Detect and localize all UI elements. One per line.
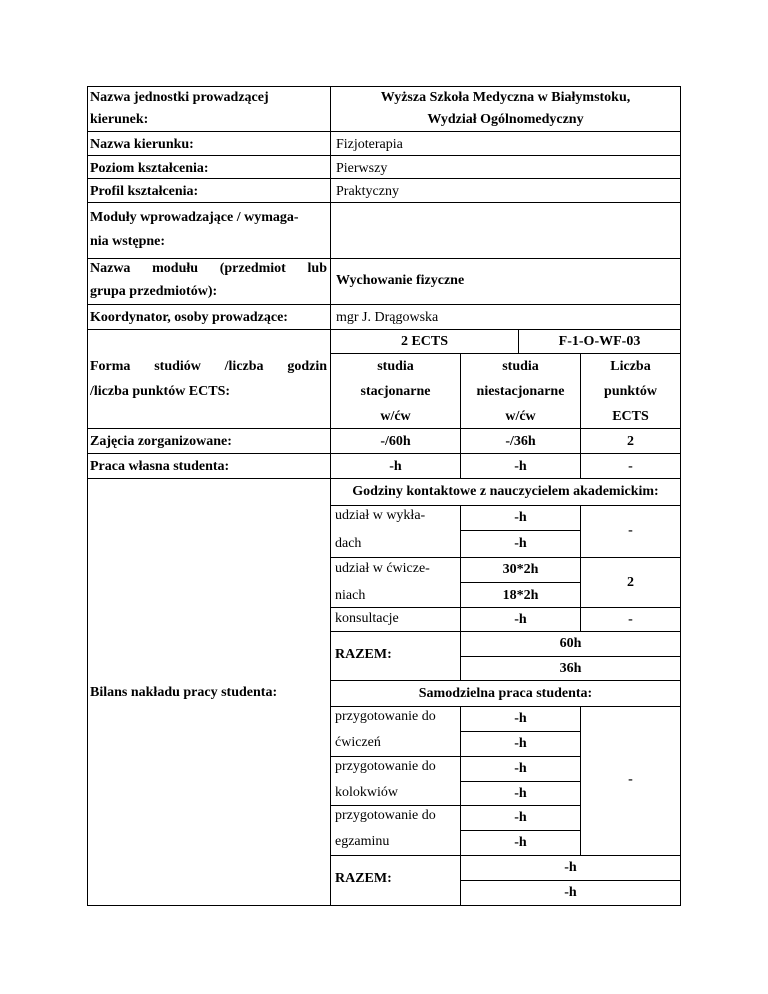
row-divider: [330, 557, 681, 558]
organized-classes-fulltime: -/60h: [380, 434, 411, 449]
row-divider: [460, 582, 580, 583]
unit-label-line2: kierunek:: [90, 112, 149, 127]
row-divider: [460, 781, 580, 782]
prep-exercises-fulltime: -h: [514, 711, 527, 726]
self-study-ects: -: [628, 772, 633, 787]
prep-tests-parttime: -h: [514, 786, 527, 801]
organized-classes-parttime: -/36h: [505, 434, 536, 449]
row-divider: [87, 453, 681, 454]
prep-tests-label-line2: kolokwiów: [335, 785, 398, 800]
row-divider: [87, 428, 681, 429]
self-study-header: Samodzielna praca studenta:: [418, 686, 593, 701]
prep-exercises-label-line1: przygotowanie do: [335, 709, 436, 724]
prep-tests-fulltime: -h: [514, 761, 527, 776]
contact-total-label: RAZEM:: [335, 647, 392, 662]
row-divider: [87, 478, 681, 479]
module-name-label-line2: grupa przedmiotów):: [90, 284, 218, 299]
field-of-study-value: Fizjoterapia: [336, 137, 403, 152]
education-profile-value: Praktyczny: [336, 184, 399, 199]
contact-total-fulltime: 60h: [559, 636, 582, 651]
self-work-label: Praca własna studenta:: [90, 459, 230, 474]
contact-total-parttime: 36h: [559, 661, 582, 676]
row-divider: [87, 329, 681, 330]
exercises-fulltime: 30*2h: [502, 562, 539, 577]
unit-label-line1: Nazwa jednostki prowadzącej: [90, 90, 269, 105]
table-border-top: [87, 86, 681, 87]
row-divider: [330, 756, 581, 757]
col-divider: [460, 706, 461, 906]
consultations-label: konsultacje: [335, 611, 399, 626]
col-header-ects: punktów: [604, 384, 657, 399]
exercises-label-line1: udział w ćwicze-: [335, 561, 430, 576]
module-name-word: Nazwa: [90, 261, 131, 276]
col-header-ects: Liczba: [610, 359, 651, 374]
field-of-study-label: Nazwa kierunku:: [90, 137, 194, 152]
unit-value-line2: Wydział Ogólnomedyczny: [427, 112, 584, 127]
consultations-ects: -: [628, 612, 633, 627]
self-work-fulltime: -h: [389, 459, 402, 474]
row-divider: [330, 505, 681, 506]
row-divider: [330, 805, 581, 806]
table-border-bottom: [87, 905, 681, 906]
row-divider: [460, 880, 681, 881]
exercises-parttime: 18*2h: [502, 588, 539, 603]
lectures-label-line1: udział w wykła-: [335, 508, 426, 523]
workload-balance-label: Bilans nakładu pracy studenta:: [90, 685, 278, 700]
lectures-fulltime: -h: [514, 510, 527, 525]
row-divider: [87, 155, 681, 156]
education-profile-label: Profil kształcenia:: [90, 184, 199, 199]
row-divider: [460, 731, 580, 732]
study-form-word: godzin: [287, 359, 327, 374]
row-divider: [460, 530, 580, 531]
course-code: F-1-O-WF-03: [558, 334, 641, 349]
organized-classes-ects: 2: [627, 434, 634, 449]
col-header-parttime: studia: [502, 359, 539, 374]
row-divider: [330, 607, 681, 608]
row-divider: [87, 202, 681, 203]
row-divider: [330, 706, 681, 707]
row-divider: [460, 656, 681, 657]
row-divider: [330, 680, 681, 681]
self-work-ects: -: [628, 459, 633, 474]
table-border-left: [87, 86, 88, 906]
row-divider: [330, 353, 681, 354]
unit-value-line1: Wyższa Szkoła Medyczna w Białymstoku,: [380, 90, 631, 105]
prep-tests-label-line1: przygotowanie do: [335, 759, 436, 774]
coordinator-value: mgr J. Drągowska: [336, 310, 439, 325]
prep-exam-label-line1: przygotowanie do: [335, 808, 436, 823]
coordinator-label: Koordynator, osoby prowadzące:: [90, 310, 288, 325]
education-level-label: Poziom kształcenia:: [90, 161, 209, 176]
self-work-parttime: -h: [514, 459, 527, 474]
row-divider: [87, 258, 681, 259]
col-header-parttime: niestacjonarne: [476, 384, 565, 399]
lectures-ects: -: [628, 523, 633, 538]
exercises-label-line2: niach: [335, 588, 366, 603]
prerequisites-label-line2: nia wstępne:: [90, 234, 166, 249]
col-header-fulltime: w/ćw: [380, 409, 411, 424]
row-divider: [87, 304, 681, 305]
col-header-ects: ECTS: [612, 409, 649, 424]
self-total-fulltime: -h: [564, 860, 577, 875]
education-level-value: Pierwszy: [336, 161, 388, 176]
lectures-label-line2: dach: [335, 536, 362, 551]
row-divider: [330, 631, 681, 632]
lectures-parttime: -h: [514, 536, 527, 551]
module-name-label-line1: [90, 262, 327, 276]
organized-classes-label: Zajęcia zorganizowane:: [90, 434, 232, 449]
prep-exercises-label-line2: ćwiczeń: [335, 735, 381, 750]
self-total-label: RAZEM:: [335, 871, 392, 886]
col-header-parttime: w/ćw: [505, 409, 536, 424]
prep-exam-label-line2: egzaminu: [335, 834, 390, 849]
prep-exam-parttime: -h: [514, 835, 527, 850]
module-name-value: Wychowanie fizyczne: [336, 273, 465, 288]
module-name-word: lub: [307, 261, 327, 276]
study-form-word: studiów: [154, 359, 201, 374]
study-form-word: Forma: [90, 359, 131, 374]
contact-hours-header: Godziny kontaktowe z nauczycielem akademickim:: [352, 484, 659, 499]
row-divider: [87, 131, 681, 132]
prep-exercises-parttime: -h: [514, 736, 527, 751]
row-divider: [330, 855, 681, 856]
table-border-right: [680, 86, 681, 906]
exercises-ects: 2: [627, 575, 634, 590]
consultations-hours: -h: [514, 612, 527, 627]
row-divider: [460, 830, 580, 831]
module-name-word: (przedmiot: [219, 261, 286, 276]
row-divider: [87, 178, 681, 179]
self-total-parttime: -h: [564, 885, 577, 900]
study-form-label-line2: /liczba punktów ECTS:: [90, 384, 231, 399]
col-header-fulltime: studia: [377, 359, 414, 374]
ects-total: 2 ECTS: [400, 334, 449, 349]
study-form-word: /liczba: [224, 359, 264, 374]
module-name-word: modułu: [152, 261, 199, 276]
study-form-label-line1: [90, 360, 327, 374]
col-header-fulltime: stacjonarne: [360, 384, 431, 399]
prep-exam-fulltime: -h: [514, 810, 527, 825]
prerequisites-label-line1: Moduły wprowadzające / wymaga-: [90, 210, 299, 225]
